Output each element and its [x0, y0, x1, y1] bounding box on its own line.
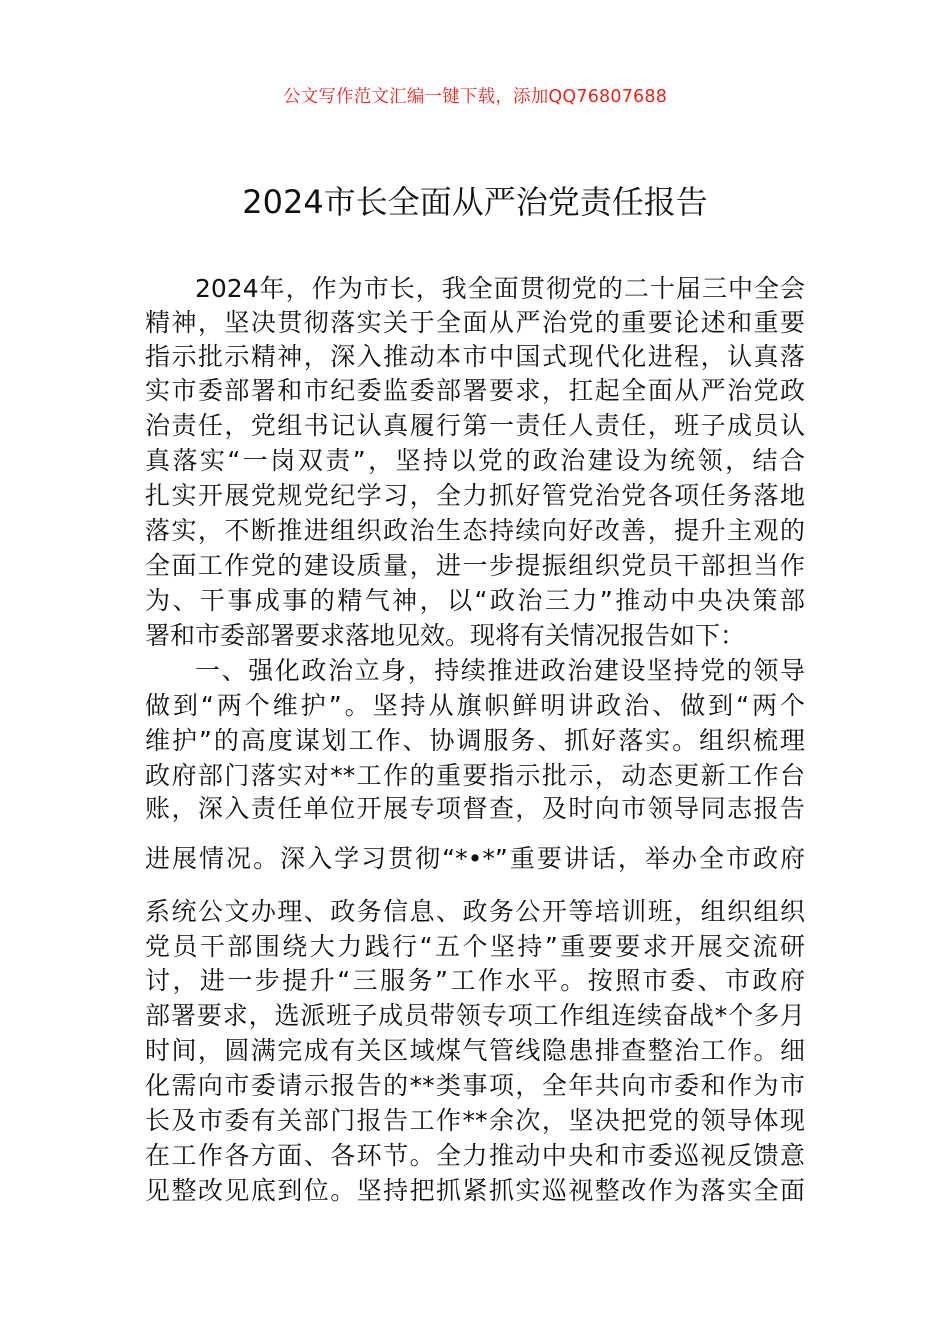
paragraph-line: 账，深入责任单位开展专项督查，及时向市领导同志报告 — [145, 794, 805, 823]
download-banner: 公文写作范文汇编一键下载，添加QQ76807688 — [282, 87, 668, 107]
paragraph-line: 系统公文办理、政务信息、政务公开等培训班，组织组织 — [145, 897, 805, 926]
paragraph-line: 部署要求，选派班子成员带领专项工作组连续奋战*个多月 — [145, 1001, 805, 1030]
paragraph-line: 实市委部署和市纪委监委部署要求，扛起全面从严治党政 — [145, 376, 805, 405]
paragraph-line: 做到“两个维护”。坚持从旗帜鲜明讲政治、做到“两个 — [145, 691, 805, 720]
paragraph-line: 见整改见底到位。坚持把抓紧抓实巡视整改作为落实全面 — [145, 1176, 805, 1205]
paragraph-line: 指示批示精神，深入推动本市中国式现代化进程，认真落 — [145, 342, 805, 371]
paragraph-line: 2024年，作为市长，我全面贯彻党的二十届三中全会 — [195, 274, 805, 303]
paragraph-line: 讨，进一步提升“三服务”工作水平。按照市委、市政府 — [145, 966, 805, 995]
paragraph-line: 政府部门落实对**工作的重要指示批示，动态更新工作台 — [145, 761, 805, 790]
paragraph-line: 落实，不断推进组织政治生态持续向好改善，提升主观的 — [145, 516, 805, 545]
document-title: 2024市长全面从严治党责任报告 — [242, 183, 708, 221]
paragraph-line: 时间，圆满完成有关区域煤气管线隐患排查整治工作。细 — [145, 1036, 805, 1065]
paragraph-line: 治责任，党组书记认真履行第一责任人责任，班子成员认 — [145, 411, 805, 440]
paragraph-line: 扎实开展党规党纪学习，全力抓好管党治党各项任务落地 — [145, 481, 805, 510]
paragraph-line: 为、干事成事的精气神，以“政治三力”推动中央决策部 — [145, 586, 805, 615]
paragraph-line: 在工作各方面、各环节。全力推动中央和市委巡视反馈意 — [145, 1141, 805, 1170]
paragraph-line: 长及市委有关部门报告工作**余次，坚决把党的领导体现 — [145, 1106, 805, 1135]
paragraph-line: 真落实“一岗双责”，坚持以党的政治建设为统领，结合 — [145, 446, 805, 475]
paragraph-line: 维护”的高度谋划工作、协调服务、抓好落实。组织梳理 — [145, 726, 805, 755]
section-heading-line: 一、强化政治立身，持续推进政治建设坚持党的领导 — [195, 656, 805, 685]
paragraph-line: 党员干部围绕大力践行“五个坚持”重要要求开展交流研 — [145, 932, 805, 961]
paragraph-line: 精神，坚决贯彻落实关于全面从严治党的重要论述和重要 — [145, 308, 805, 337]
paragraph-line: 署和市委部署要求落地见效。现将有关情况报告如下： — [145, 621, 746, 650]
paragraph-line: 进展情况。深入学习贯彻“*•*”重要讲话，举办全市政府 — [145, 844, 805, 873]
paragraph-line: 化需向市委请示报告的**类事项，全年共向市委和作为市 — [145, 1071, 805, 1100]
paragraph-line: 全面工作党的建设质量，进一步提振组织党员干部担当作 — [145, 551, 805, 580]
